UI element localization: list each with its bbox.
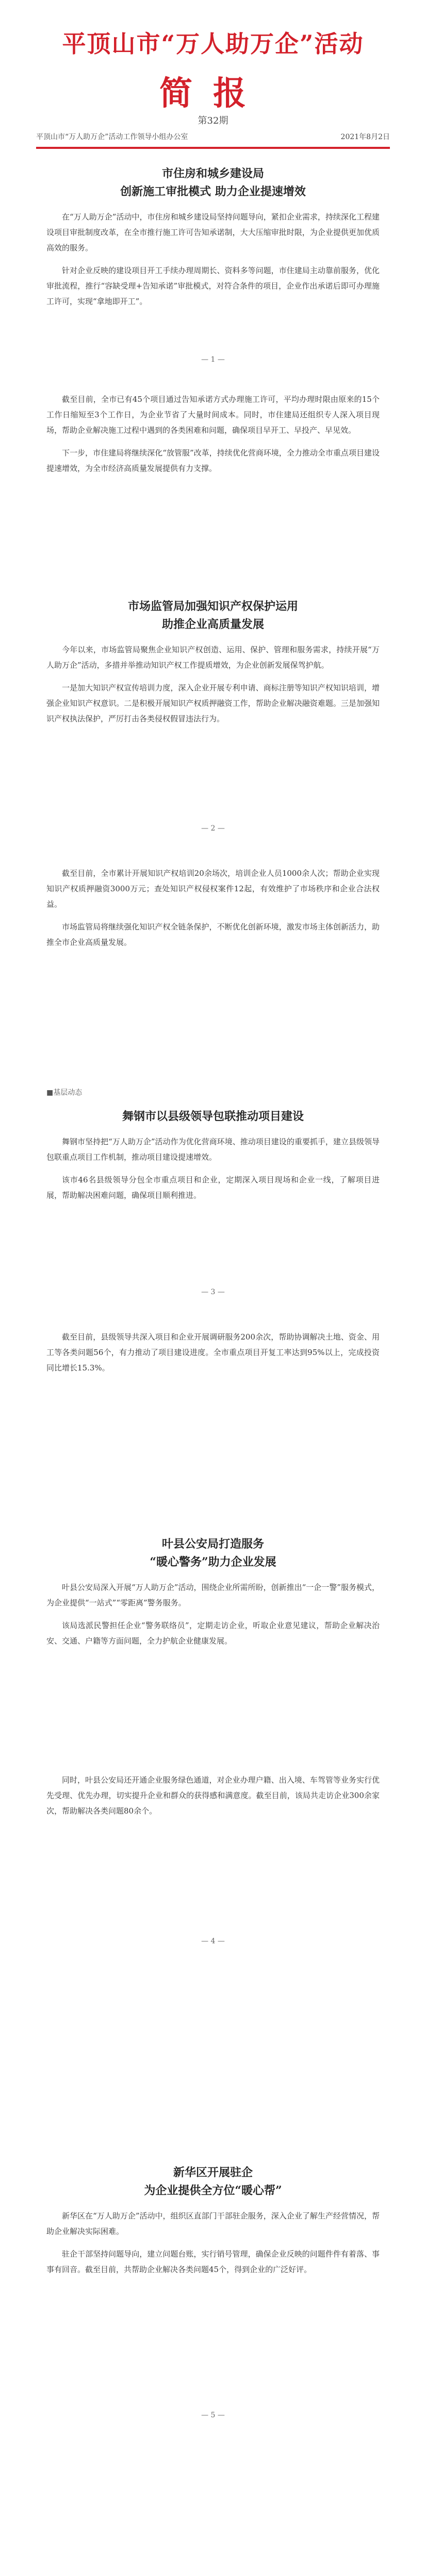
article-title-line: 为企业提供全方位“暖心帮” bbox=[144, 2184, 282, 2198]
article-market-regulation-continued bbox=[46, 866, 380, 957]
article-paragraph: 一是加大知识产权宣传培训力度，深入企业开展专利申请、商标注册等知识产权知识培训，增强企业知识产权意识。二是积极开展知识产权质押融资工作，帮助企业解决融资难题。三是加强知识产权执法保护，严厉打击各类侵权假冒违法行为。 bbox=[46, 683, 380, 724]
article-body bbox=[46, 866, 380, 950]
article-yexian-police bbox=[46, 1535, 380, 1656]
article-title-line: 市场监管局加强知识产权保护运用 bbox=[127, 600, 298, 613]
article-paragraph: 叶县公安局深入开展“万人助万企”活动，围绕企业所需所盼，创新推出“一企一警”服务模式，为企业提供“一站式”“零距离”警务服务。 bbox=[46, 1583, 380, 1608]
article-title-line: 市住房和城乡建设局 bbox=[161, 167, 264, 180]
article-paragraph: 截至目前，县级领导共深入项目和企业开展调研服务200余次，帮助协调解决土地、资金、用工等各类问题56个，有力推动了项目建设进度。全市重点项目开复工率达到95%以上，完成投资同比增长15.3%。 bbox=[46, 1332, 380, 1372]
article-title-line: 创新施工审批模式 助力企业提速增效 bbox=[120, 185, 306, 199]
bulletin-title: 平顶山市“万人助万企”活动 bbox=[62, 30, 364, 58]
article-market-regulation bbox=[46, 598, 380, 734]
issuer: 平顶山市“万人助万企”活动工作领导小组办公室 bbox=[36, 133, 188, 141]
article-paragraph: 今年以来，市场监管局聚焦企业知识产权创造、运用、保护、管理和服务需求，持续开展“万人助万企”活动，多措并举推动知识产权工作提质增效，为企业创新发展保驾护航。 bbox=[46, 645, 380, 670]
article-paragraph: 针对企业反映的建设项目开工手续办理周期长、资料多等问题，市住建局主动靠前服务，优化审批流程，推行“容缺受理+告知承诺”审批模式，对符合条件的项目，企业作出承诺后即可办理施工许可，实现“拿地即开工”。 bbox=[46, 266, 380, 307]
article-title bbox=[46, 1108, 380, 1126]
article-paragraph: 舞钢市坚持把“万人助万企”活动作为优化营商环境、推动项目建设的重要抓手，建立县级领导包联重点项目工作机制，推动项目建设提速增效。 bbox=[46, 1137, 380, 1162]
article-paragraph: 该局选派民警担任企业“警务联络员”，定期走访企业，听取企业意见建议，帮助企业解决治安、交通、户籍等方面问题，全力护航企业健康发展。 bbox=[46, 1621, 380, 1646]
article-body bbox=[46, 392, 380, 476]
page-number: — 1 — bbox=[201, 355, 225, 364]
issue-date: 2021年8月2日 bbox=[340, 133, 390, 141]
article-paragraph: 下一步，市住建局将继续深化“放管服”改革，持续优化营商环境，全力推动全市重点项目建设提速增效，为全市经济高质量发展提供有力支撑。 bbox=[46, 448, 380, 473]
article-title-line: 新华区开展驻企 bbox=[173, 2166, 253, 2179]
article-paragraph: 截至目前，全市累计开展知识产权培训20余场次，培训企业人员1000余人次；帮助企业实现知识产权质押融资3000万元；查处知识产权侵权案件12起，有效维护了市场秩序和企业合法权益。 bbox=[46, 869, 380, 909]
article-paragraph: 驻企干部坚持问题导向，建立问题台账，实行销号管理，确保企业反映的问题件件有着落、事事有回音。截至目前，共帮助企业解决各类问题45个，得到企业的广泛好评。 bbox=[46, 2249, 380, 2275]
section-tag: ■基层动态 bbox=[46, 1089, 83, 1097]
article-body bbox=[46, 1329, 380, 1376]
issuer-meta-row bbox=[36, 131, 390, 142]
article-body bbox=[46, 642, 380, 726]
article-xinhua-district bbox=[46, 2164, 380, 2284]
article-title-line: 舞钢市以县级领导包联推动项目建设 bbox=[122, 1110, 304, 1123]
article-yexian-police-continued bbox=[46, 1772, 380, 1826]
article-body bbox=[46, 1134, 380, 1203]
issue-number: 第32期 bbox=[198, 115, 228, 126]
article-paragraph: 新华区在“万人助万企”活动中，组织区直部门干部驻企服务，深入企业了解生产经营情况，帮助企业解决实际困难。 bbox=[46, 2211, 380, 2236]
page-number: — 3 — bbox=[201, 1288, 225, 1296]
page-number: — 2 — bbox=[201, 824, 225, 833]
article-title bbox=[46, 598, 380, 634]
article-title bbox=[46, 165, 380, 201]
article-body bbox=[46, 209, 380, 309]
page-number: — 4 — bbox=[201, 1937, 225, 1945]
article-housing-bureau-continued bbox=[46, 392, 380, 483]
article-body bbox=[46, 2208, 380, 2277]
article-title-line: 助推企业高质量发展 bbox=[161, 618, 264, 632]
article-title-line: 叶县公安局打造服务 bbox=[161, 1537, 264, 1551]
article-title-line: “暖心警务”助力企业发展 bbox=[150, 1555, 276, 1569]
article-wugang bbox=[46, 1108, 380, 1210]
article-paragraph: 截至目前，全市已有45个项目通过告知承诺方式办理施工许可，平均办理时限由原来的15个工作日缩短至3个工作日，为企业节省了大量时间成本。同时，市住建局还组织专人深入项目现场，帮助企业解决施工过程中遇到的各类困难和问题，确保项目早开工、早投产、早见效。 bbox=[46, 395, 380, 435]
article-body bbox=[46, 1772, 380, 1819]
article-paragraph: 市场监管局将继续强化知识产权全链条保护，不断优化创新环境，激发市场主体创新活力，助推全市企业高质量发展。 bbox=[46, 922, 380, 947]
page-number: — 5 — bbox=[201, 2411, 225, 2419]
article-paragraph: 在“万人助万企”活动中，市住房和城乡建设局坚持问题导向，紧扣企业需求，持续深化工程建设项目审批制度改革，在全市推行施工许可告知承诺制，大大压缩审批时限，为企业提供更加优质高效的服务。 bbox=[46, 212, 380, 253]
article-housing-bureau bbox=[46, 165, 380, 316]
article-paragraph: 同时，叶县公安局还开通企业服务绿色通道，对企业办理户籍、出入境、车驾管等业务实行优先受理、优先办理，切实提升企业和群众的获得感和满意度。截至目前，该局共走访企业300余家次，帮助解决各类问题80余个。 bbox=[46, 1775, 380, 1816]
article-body bbox=[46, 1580, 380, 1649]
article-wugang-continued bbox=[46, 1329, 380, 1383]
header-divider bbox=[36, 147, 390, 149]
article-paragraph: 该市46名县级领导分包全市重点项目和企业，定期深入项目现场和企业一线，了解项目进展，帮助解决困难问题，确保项目顺利推进。 bbox=[46, 1175, 380, 1200]
article-title bbox=[46, 2164, 380, 2200]
bulletin-subtitle: 简报 bbox=[159, 74, 267, 113]
article-title bbox=[46, 1535, 380, 1571]
